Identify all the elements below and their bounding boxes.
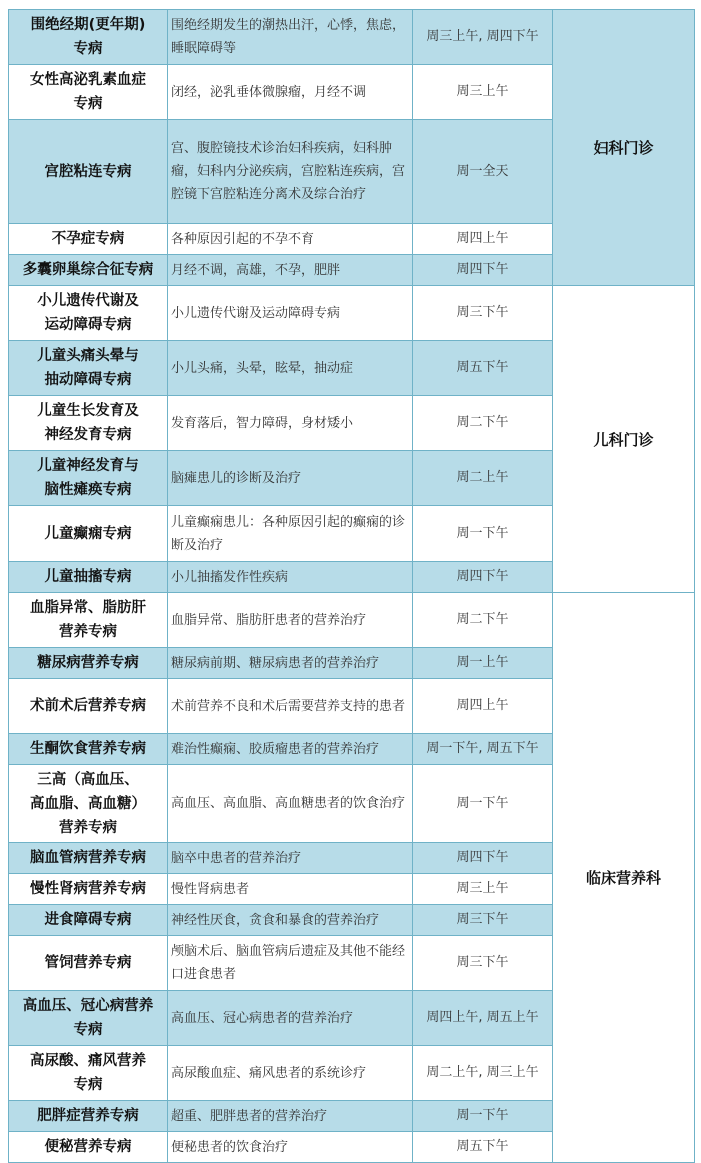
clinic-schedule (8, 9, 694, 1163)
specialty-name: 慢性肾病营养专病 (9, 874, 168, 905)
specialty-name: 生酮饮食营养专病 (9, 734, 168, 765)
table-row (9, 286, 695, 341)
specialty-description: 宫、腹腔镜技术诊治妇科疾病，妇科肿瘤，妇科内分泌疾病，宫腔粘连疾病，宫腔镜下宫腔粘连分离术及综合治疗 (168, 120, 413, 224)
specialty-name: 不孕症专病 (9, 224, 168, 255)
specialty-description: 脑卒中患者的营养治疗 (168, 843, 413, 874)
specialty-description: 高尿酸血症、痛风患者的系统诊疗 (168, 1046, 413, 1101)
specialty-description: 小儿头痛，头晕，眩晕，抽动症 (168, 341, 413, 396)
clinic-time: 周一下午 (413, 1101, 553, 1132)
department-name: 临床营养科 (553, 593, 695, 1163)
clinic-time: 周五下午 (413, 1132, 553, 1163)
clinic-time: 周四上午 (413, 224, 553, 255)
specialty-name: 儿童抽搐专病 (9, 562, 168, 593)
clinic-time: 周四下午 (413, 843, 553, 874)
clinic-time: 周三上午 (413, 65, 553, 120)
specialty-description: 高血压、高血脂、高血糖患者的饮食治疗 (168, 765, 413, 843)
specialty-description: 慢性肾病患者 (168, 874, 413, 905)
specialty-description: 发育落后，智力障碍，身材矮小 (168, 396, 413, 451)
clinic-time: 周一下午 (413, 765, 553, 843)
clinic-time: 周四下午 (413, 255, 553, 286)
clinic-time: 周五下午 (413, 341, 553, 396)
specialty-name: 高血压、冠心病营养 专病 (9, 991, 168, 1046)
clinic-time: 周三下午 (413, 286, 553, 341)
specialty-description: 便秘患者的饮食治疗 (168, 1132, 413, 1163)
clinic-time: 周二下午 (413, 593, 553, 648)
clinic-time: 周四上午 (413, 679, 553, 734)
specialty-description: 糖尿病前期、糖尿病患者的营养治疗 (168, 648, 413, 679)
specialty-name: 脑血管病营养专病 (9, 843, 168, 874)
specialty-description: 月经不调，高雄，不孕，肥胖 (168, 255, 413, 286)
specialty-description: 小儿遗传代谢及运动障碍专病 (168, 286, 413, 341)
clinic-time: 周二上午, 周三上午 (413, 1046, 553, 1101)
specialty-name: 多囊卵巢综合征专病 (9, 255, 168, 286)
specialty-name: 围绝经期(更年期) 专病 (9, 10, 168, 65)
specialty-clinic-table (8, 9, 695, 1163)
clinic-time: 周三下午 (413, 936, 553, 991)
specialty-name: 肥胖症营养专病 (9, 1101, 168, 1132)
specialty-name: 进食障碍专病 (9, 905, 168, 936)
specialty-name: 儿童生长发育及 神经发育专病 (9, 396, 168, 451)
specialty-name: 儿童神经发育与 脑性瘫痪专病 (9, 451, 168, 506)
department-name: 妇科门诊 (553, 10, 695, 286)
specialty-description: 术前营养不良和术后需要营养支持的患者 (168, 679, 413, 734)
specialty-description: 儿童癫痫患儿：各种原因引起的癫痫的诊断及治疗 (168, 506, 413, 562)
specialty-description: 脑瘫患儿的诊断及治疗 (168, 451, 413, 506)
clinic-time: 周三上午, 周四下午 (413, 10, 553, 65)
specialty-description: 神经性厌食，贪食和暴食的营养治疗 (168, 905, 413, 936)
specialty-description: 难治性癫痫、胶质瘤患者的营养治疗 (168, 734, 413, 765)
specialty-description: 围绝经期发生的潮热出汗，心悸，焦虑，睡眠障碍等 (168, 10, 413, 65)
specialty-name: 术前术后营养专病 (9, 679, 168, 734)
specialty-description: 闭经，泌乳垂体微腺瘤，月经不调 (168, 65, 413, 120)
specialty-name: 便秘营养专病 (9, 1132, 168, 1163)
specialty-description: 颅脑术后、脑血管病后遗症及其他不能经口进食患者 (168, 936, 413, 991)
clinic-time: 周二下午 (413, 396, 553, 451)
clinic-time: 周四下午 (413, 562, 553, 593)
clinic-time: 周一下午 (413, 506, 553, 562)
clinic-time: 周四上午, 周五上午 (413, 991, 553, 1046)
clinic-time: 周一下午, 周五下午 (413, 734, 553, 765)
specialty-description: 超重、肥胖患者的营养治疗 (168, 1101, 413, 1132)
clinic-time: 周三下午 (413, 905, 553, 936)
specialty-description: 小儿抽搐发作性疾病 (168, 562, 413, 593)
specialty-name: 女性高泌乳素血症 专病 (9, 65, 168, 120)
specialty-name: 管饲营养专病 (9, 936, 168, 991)
specialty-name: 儿童癫痫专病 (9, 506, 168, 562)
clinic-time: 周二上午 (413, 451, 553, 506)
specialty-name: 儿童头痛头晕与 抽动障碍专病 (9, 341, 168, 396)
clinic-time: 周三上午 (413, 874, 553, 905)
clinic-time: 周一全天 (413, 120, 553, 224)
department-name: 儿科门诊 (553, 286, 695, 593)
specialty-name: 小儿遗传代谢及 运动障碍专病 (9, 286, 168, 341)
table-row (9, 593, 695, 648)
table-row (9, 10, 695, 65)
specialty-description: 各种原因引起的不孕不育 (168, 224, 413, 255)
specialty-name: 血脂异常、脂肪肝 营养专病 (9, 593, 168, 648)
specialty-name: 糖尿病营养专病 (9, 648, 168, 679)
specialty-description: 高血压、冠心病患者的营养治疗 (168, 991, 413, 1046)
specialty-name: 宫腔粘连专病 (9, 120, 168, 224)
specialty-description: 血脂异常、脂肪肝患者的营养治疗 (168, 593, 413, 648)
clinic-time: 周一上午 (413, 648, 553, 679)
specialty-name: 三高（高血压、 高血脂、高血糖） 营养专病 (9, 765, 168, 843)
specialty-name: 高尿酸、痛风营养 专病 (9, 1046, 168, 1101)
